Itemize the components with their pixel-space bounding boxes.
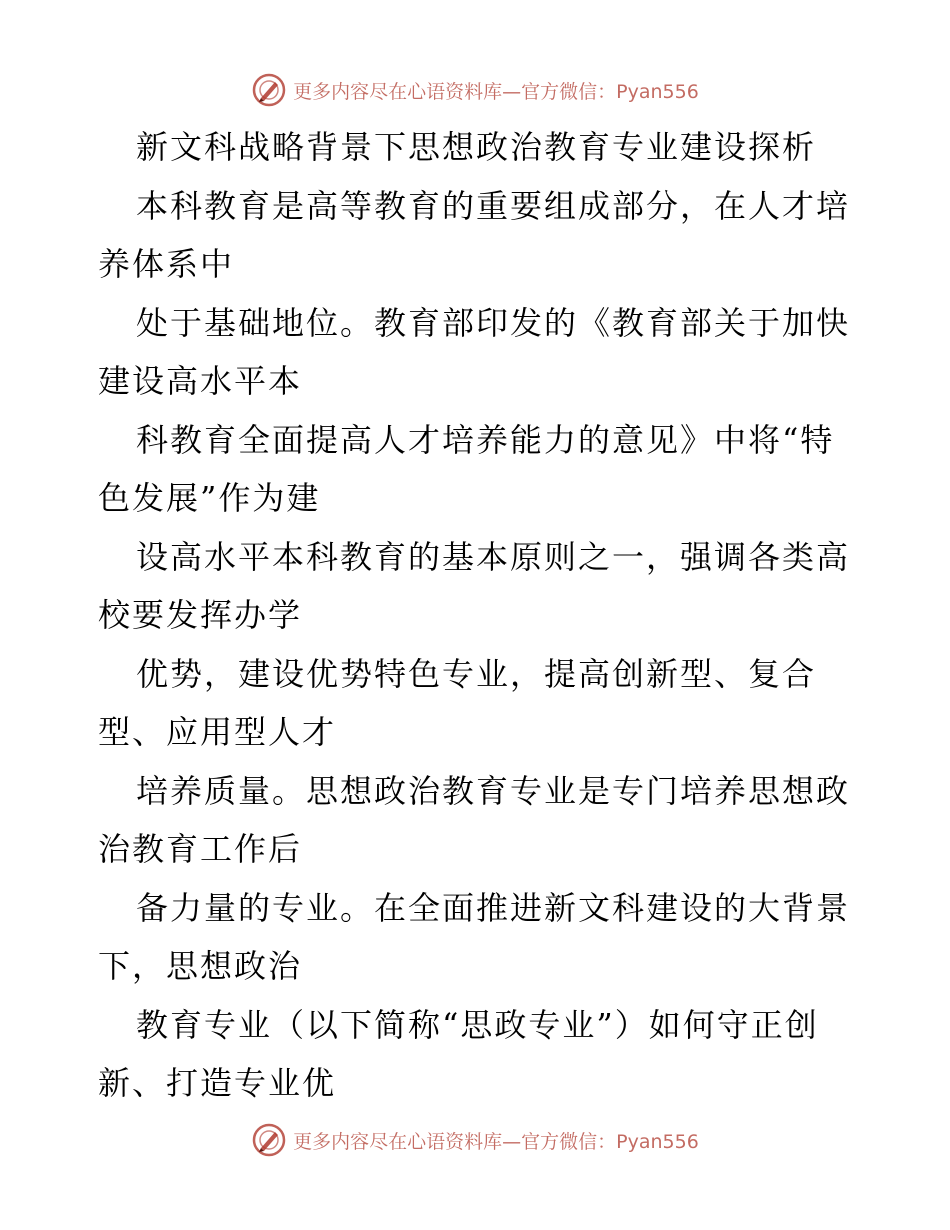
- seal-logo-icon: [251, 1122, 287, 1158]
- body-line: 养体系中: [98, 245, 235, 283]
- document-title: 新文科战略背景下思想政治教育专业建设探析: [136, 128, 817, 166]
- body-line: 校要发挥办学: [98, 596, 303, 634]
- body-line: 型、应用型人才: [98, 713, 337, 751]
- watermark-text: 更多内容尽在心语资料库—官方微信：Pyan556: [293, 1130, 699, 1153]
- header-watermark: [0, 68, 950, 112]
- body-line: 建设高水平本: [98, 362, 303, 400]
- document-body: [98, 118, 858, 1113]
- body-line: 本科教育是高等教育的重要组成部分，在人才培: [136, 186, 851, 225]
- footer-watermark: [0, 1118, 950, 1162]
- body-line: 下，思想政治: [98, 947, 303, 985]
- body-line: 色发展”作为建: [98, 479, 321, 517]
- body-line: 设高水平本科教育的基本原则之一，强调各类高: [136, 537, 851, 576]
- seal-logo-icon: [251, 72, 287, 108]
- body-line: 教育专业（以下简称“思政专业”）如何守正创: [136, 1005, 819, 1044]
- watermark-text: 更多内容尽在心语资料库—官方微信：Pyan556: [293, 80, 699, 103]
- body-line: 治教育工作后: [98, 830, 303, 868]
- body-line: 处于基础地位。教育部印发的《教育部关于加快: [136, 303, 851, 342]
- body-line: 新、打造专业优: [98, 1064, 337, 1102]
- body-line: 优势，建设优势特色专业，提高创新型、复合: [136, 654, 817, 693]
- body-line: 科教育全面提高人才培养能力的意见》中将“特: [136, 420, 835, 459]
- body-line: 培养质量。思想政治教育专业是专门培养思想政: [136, 771, 851, 810]
- body-line: 备力量的专业。在全面推进新文科建设的大背景: [136, 888, 851, 927]
